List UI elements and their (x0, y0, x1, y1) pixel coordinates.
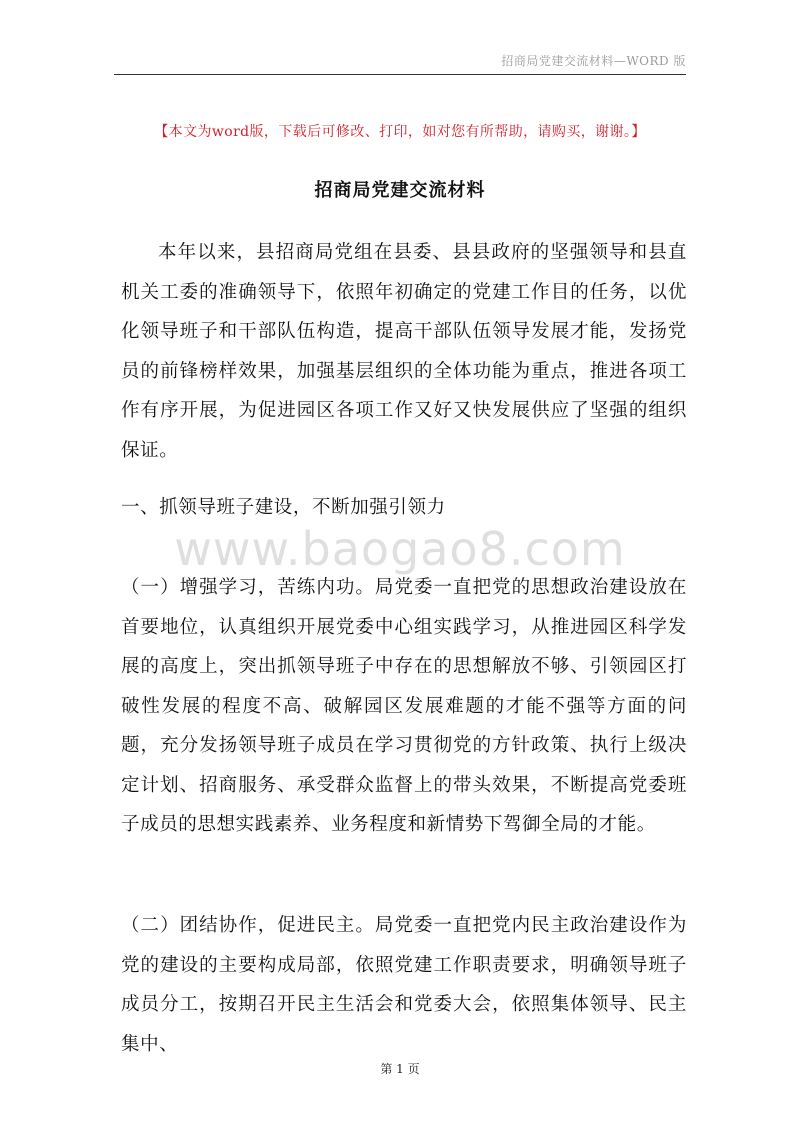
purchase-notice: 【本文为word版，下载后可修改、打印，如对您有所帮助，请购买，谢谢。】 (154, 124, 646, 140)
watermark-text: www.baogao8.com (174, 522, 626, 576)
running-header-title: 招商局党建交流材料—WORD 版 (501, 54, 686, 68)
intro-paragraph: 本年以来，县招商局党组在县委、县县政府的坚强领导和县直机关工委的准确领导下，依照年初确定的党建工作目的任务，以优化领导班子和干部队伍构造，提高干部队伍领导发展才能，发扬党员的前锋榜样效果，加强基层组织的全体功能为重点，推进各项工作有序开展，为促进园区各项工作又好又快发展供应了坚强的组织保证。 (121, 242, 687, 461)
subsection-paragraph-2: （二）团结协作，促进民主。局党委一直把党内民主政治建设作为党的建设的主要构成局部，依照党建工作职责要求，明确领导班子成员分工，按期召开民主生活会和党委大会，依照集体领导、民主集中、 (121, 915, 687, 1055)
document-title: 招商局党建交流材料 (314, 180, 486, 201)
subsection-paragraph-1: （一）增强学习，苦练内功。局党委一直把党的思想政治建设放在首要地位，认真组织开展党委中心组实践学习，从推进园区科学发展的高度上，突出抓领导班子中存在的思想解放不够、引领园区打破性发展的程度不高、破解园区发展难题的才能不强等方面的问题，充分发扬领导班子成员在学习贯彻党的方针政策、执行上级决定计划、招商服务、承受群众监督上的带头效果，不断提高党委班子成员的思想实践素养、业务程度和新情势下驾御全局的才能。 (121, 577, 687, 835)
page-number: 第 1 页 (380, 1062, 420, 1076)
section-heading: 一、抓领导班子建设，不断加强引领力 (121, 497, 446, 518)
header-divider (114, 74, 686, 75)
